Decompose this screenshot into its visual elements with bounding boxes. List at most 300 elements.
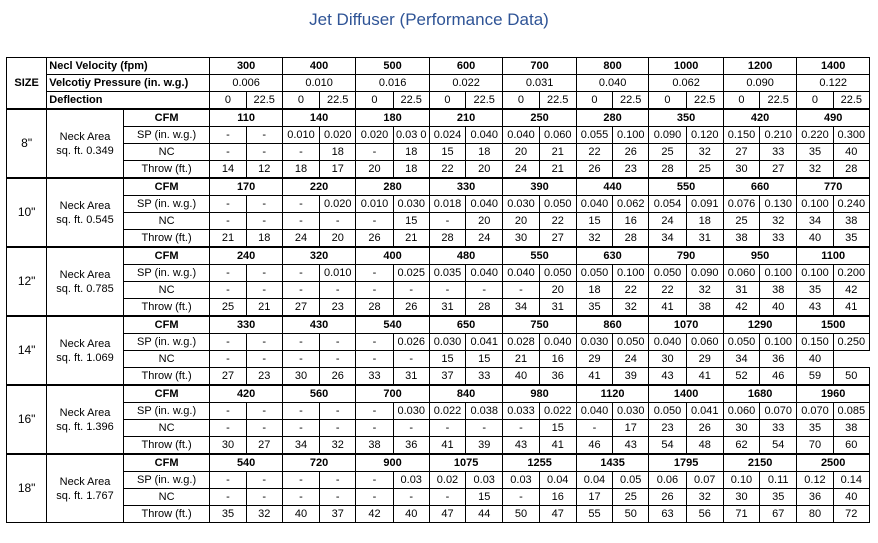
throw-value: 41 [686, 368, 723, 386]
nc-value: 32 [760, 213, 797, 230]
throw-value: 42 [356, 506, 393, 523]
cfm-value: 1070 [649, 316, 724, 334]
cfm-value: 550 [649, 178, 724, 196]
sp-value: 0.130 [760, 196, 797, 213]
sp-label: SP (in. w.g.) [123, 127, 210, 144]
nc-value: 20 [539, 282, 576, 299]
nc-value: - [210, 489, 246, 506]
sp-value: 0.033 [503, 403, 539, 420]
cfm-label: CFM [123, 454, 210, 472]
nc-value: - [210, 351, 246, 368]
sp-value: 0.100 [613, 127, 649, 144]
sp-value: 0.062 [613, 196, 649, 213]
cfm-value: 420 [723, 109, 797, 127]
nc-value: - [503, 489, 539, 506]
sp-value: 0.040 [466, 196, 503, 213]
sp-value: 0.038 [466, 403, 503, 420]
sp-value: 0.010 [356, 196, 393, 213]
sp-value: - [246, 196, 282, 213]
sp-value: 0.03 0 [393, 127, 429, 144]
sp-label: SP (in. w.g.) [123, 334, 210, 351]
nc-row [7, 420, 870, 437]
nc-value: 33 [760, 420, 797, 437]
nc-value: 22 [539, 213, 576, 230]
throw-label: Throw (ft.) [123, 161, 210, 179]
throw-value: 35 [210, 506, 246, 523]
nc-value: - [466, 420, 503, 437]
nc-value: - [246, 144, 282, 161]
throw-value: 60 [833, 437, 869, 455]
nc-value: 32 [686, 144, 723, 161]
velocity-value: 600 [429, 58, 503, 75]
cfm-value: 330 [210, 316, 282, 334]
velocity-pressure-value: 0.062 [649, 75, 724, 92]
velocity-pressure-value: 0.022 [429, 75, 503, 92]
sp-value: - [210, 472, 246, 489]
neck-area-label: Neck Area [59, 199, 111, 212]
sp-value: 0.091 [686, 196, 723, 213]
throw-value: 34 [503, 299, 539, 317]
throw-value: 32 [797, 161, 833, 179]
nc-value: 35 [760, 489, 797, 506]
throw-row [7, 299, 870, 317]
nc-value: 16 [613, 213, 649, 230]
nc-value: - [320, 351, 356, 368]
sp-value: - [246, 334, 282, 351]
throw-value: 70 [797, 437, 833, 455]
size-header: SIZE [7, 58, 47, 110]
throw-value: 12 [246, 161, 282, 179]
cfm-value: 280 [576, 109, 648, 127]
throw-value: 50 [503, 506, 539, 523]
throw-value: 21 [539, 161, 576, 179]
deflection-value: 22.5 [613, 92, 649, 110]
throw-value: 37 [320, 506, 356, 523]
sp-value: 0.03 [503, 472, 539, 489]
deflection-value: 0 [429, 92, 465, 110]
throw-value: 18 [393, 161, 429, 179]
deflection-value: 22.5 [320, 92, 356, 110]
cfm-value: 770 [797, 178, 870, 196]
velocity-value: 500 [356, 58, 430, 75]
nc-label: NC [123, 144, 210, 161]
nc-value: 18 [320, 144, 356, 161]
nc-value: - [282, 282, 319, 299]
nc-value: - [246, 420, 282, 437]
nc-value: 17 [576, 489, 612, 506]
nc-value: 22 [576, 144, 612, 161]
neck-area [47, 454, 124, 523]
nc-value: - [320, 420, 356, 437]
nc-value: - [429, 213, 465, 230]
neck-area-label: Neck Area [59, 130, 111, 143]
neck-area-sqft: sq. ft. 1.767 [56, 489, 114, 502]
throw-value: 41 [429, 437, 465, 455]
cfm-value: 540 [356, 316, 430, 334]
sp-value: 0.018 [429, 196, 465, 213]
throw-value: 31 [539, 299, 576, 317]
throw-value: 31 [429, 299, 465, 317]
nc-value: 32 [686, 489, 723, 506]
throw-value: 23 [613, 161, 649, 179]
nc-value: - [356, 489, 393, 506]
throw-value: 26 [320, 368, 356, 386]
throw-value: 40 [797, 230, 833, 248]
cfm-value: 1795 [649, 454, 724, 472]
cfm-value: 490 [797, 109, 870, 127]
sp-value: 0.035 [429, 265, 465, 282]
nc-value: - [282, 351, 319, 368]
cfm-row [7, 178, 870, 196]
cfm-value: 110 [210, 109, 282, 127]
nc-value: - [210, 420, 246, 437]
cfm-value: 550 [503, 247, 577, 265]
sp-label: SP (in. w.g.) [123, 265, 210, 282]
sp-value: - [356, 472, 393, 489]
sp-value: 0.04 [539, 472, 576, 489]
sp-value: 0.120 [686, 127, 723, 144]
deflection-value: 22.5 [539, 92, 576, 110]
neck-area-sqft: sq. ft. 0.545 [56, 213, 114, 226]
sp-value: - [210, 403, 246, 420]
sp-value: 0.040 [576, 196, 612, 213]
cfm-value: 650 [429, 316, 503, 334]
throw-value: 24 [282, 230, 319, 248]
nc-value: - [246, 489, 282, 506]
sp-value: - [320, 334, 356, 351]
size-value: 18" [7, 454, 47, 523]
sp-value: 0.025 [393, 265, 429, 282]
header-row-velocity [7, 58, 870, 75]
sp-value: - [282, 196, 319, 213]
throw-value: 43 [649, 368, 686, 386]
sp-value: 0.03 [466, 472, 503, 489]
nc-row [7, 351, 870, 368]
sp-value: 0.05 [613, 472, 649, 489]
nc-value: 22 [613, 282, 649, 299]
throw-row [7, 437, 870, 455]
throw-value: 25 [210, 299, 246, 317]
nc-value: 23 [649, 420, 686, 437]
nc-value: - [576, 420, 612, 437]
nc-value: - [282, 213, 319, 230]
sp-value: 0.050 [539, 196, 576, 213]
throw-value: 40 [282, 506, 319, 523]
throw-value: 44 [466, 506, 503, 523]
deflection-value: 22.5 [393, 92, 429, 110]
sp-value: 0.070 [760, 403, 797, 420]
throw-value: 38 [686, 299, 723, 317]
throw-value: 50 [613, 506, 649, 523]
throw-value: 50 [833, 368, 869, 386]
throw-value: 37 [429, 368, 465, 386]
nc-value: - [246, 351, 282, 368]
nc-value: 16 [539, 489, 576, 506]
sp-value: 0.010 [282, 127, 319, 144]
velocity-pressure-value: 0.122 [797, 75, 870, 92]
throw-value: 59 [797, 368, 833, 386]
nc-value: - [503, 420, 539, 437]
throw-value: 46 [576, 437, 612, 455]
nc-value: 16 [539, 351, 576, 368]
throw-value: 21 [210, 230, 246, 248]
throw-value: 63 [649, 506, 686, 523]
sp-row [7, 472, 870, 489]
sp-value: 0.14 [833, 472, 869, 489]
throw-value: 28 [466, 299, 503, 317]
nc-value: 36 [760, 351, 797, 368]
nc-value: 30 [723, 489, 759, 506]
nc-value: - [393, 351, 429, 368]
throw-value: 47 [429, 506, 465, 523]
throw-value: 40 [393, 506, 429, 523]
nc-value: - [282, 144, 319, 161]
nc-value: 20 [503, 213, 539, 230]
nc-value: - [356, 144, 393, 161]
sp-value: - [282, 334, 319, 351]
throw-value: 27 [210, 368, 246, 386]
sp-value: 0.060 [686, 334, 723, 351]
sp-value: - [210, 265, 246, 282]
header-row-pressure [7, 75, 870, 92]
sp-value: 0.022 [539, 403, 576, 420]
cfm-value: 1255 [503, 454, 577, 472]
throw-value: 30 [282, 368, 319, 386]
cfm-value: 750 [503, 316, 577, 334]
cfm-value: 330 [429, 178, 503, 196]
header-row-deflection [7, 92, 870, 110]
throw-row [7, 506, 870, 523]
throw-value: 43 [613, 437, 649, 455]
cfm-value: 1120 [576, 385, 648, 403]
nc-label: NC [123, 420, 210, 437]
sp-value: - [282, 265, 319, 282]
throw-value: 46 [760, 368, 797, 386]
nc-value: 25 [723, 213, 759, 230]
cfm-value: 980 [503, 385, 577, 403]
throw-value: 52 [723, 368, 759, 386]
deflection-value: 22.5 [760, 92, 797, 110]
cfm-value: 660 [723, 178, 797, 196]
nc-value: 21 [539, 144, 576, 161]
throw-value: 62 [723, 437, 759, 455]
cfm-value: 1075 [429, 454, 503, 472]
throw-label: Throw (ft.) [123, 368, 210, 386]
cfm-value: 250 [503, 109, 577, 127]
throw-value: 32 [613, 299, 649, 317]
sp-value: 0.030 [429, 334, 465, 351]
neck-velocity-label: Necl Velocity (fpm) [47, 58, 210, 75]
cfm-value: 420 [210, 385, 282, 403]
cfm-row [7, 385, 870, 403]
sp-value: 0.060 [723, 265, 759, 282]
velocity-pressure-value: 0.006 [210, 75, 282, 92]
throw-value: 20 [320, 230, 356, 248]
nc-value: 24 [649, 213, 686, 230]
neck-area [47, 385, 124, 454]
neck-area-sqft: sq. ft. 1.069 [56, 351, 114, 364]
nc-value: 26 [613, 144, 649, 161]
throw-value: 43 [503, 437, 539, 455]
page-title: Jet Diffuser (Performance Data) [309, 10, 549, 29]
throw-value: 17 [320, 161, 356, 179]
nc-value: 38 [833, 213, 869, 230]
throw-label: Throw (ft.) [123, 299, 210, 317]
nc-value: 38 [760, 282, 797, 299]
throw-value: 22 [429, 161, 465, 179]
sp-value: 0.030 [393, 196, 429, 213]
deflection-value: 0 [282, 92, 319, 110]
sp-value: 0.200 [833, 265, 869, 282]
sp-value: 0.02 [429, 472, 465, 489]
nc-value: 15 [466, 351, 503, 368]
sp-value: 0.100 [797, 265, 833, 282]
sp-value: 0.12 [797, 472, 833, 489]
throw-value: 35 [576, 299, 612, 317]
throw-value: 48 [686, 437, 723, 455]
nc-value: 15 [393, 213, 429, 230]
throw-value: 27 [282, 299, 319, 317]
cfm-value: 440 [576, 178, 648, 196]
nc-value: 29 [686, 351, 723, 368]
throw-row [7, 230, 870, 248]
velocity-pressure-value: 0.031 [503, 75, 577, 92]
throw-value: 47 [539, 506, 576, 523]
deflection-label: Deflection [47, 92, 210, 110]
velocity-pressure-value: 0.090 [723, 75, 797, 92]
cfm-row [7, 109, 870, 127]
sp-value: 0.100 [613, 265, 649, 282]
nc-row [7, 144, 870, 161]
velocity-value: 700 [503, 58, 577, 75]
velocity-value: 1000 [649, 58, 724, 75]
deflection-value: 22.5 [833, 92, 869, 110]
nc-value: - [466, 282, 503, 299]
nc-value: 18 [393, 144, 429, 161]
nc-value: 40 [833, 489, 869, 506]
throw-label: Throw (ft.) [123, 437, 210, 455]
cfm-label: CFM [123, 178, 210, 196]
throw-value: 30 [503, 230, 539, 248]
cfm-value: 1680 [723, 385, 797, 403]
sp-value: 0.010 [320, 265, 356, 282]
velocity-pressure-value: 0.016 [356, 75, 430, 92]
sp-value: 0.030 [613, 403, 649, 420]
throw-value: 21 [393, 230, 429, 248]
nc-value: 26 [649, 489, 686, 506]
sp-value: 0.220 [797, 127, 833, 144]
throw-value: 28 [429, 230, 465, 248]
sp-value: 0.020 [320, 196, 356, 213]
throw-value: 54 [649, 437, 686, 455]
nc-value: - [356, 351, 393, 368]
cfm-value: 240 [210, 247, 282, 265]
sp-value: 0.050 [649, 265, 686, 282]
sp-value: 0.150 [797, 334, 833, 351]
sp-value: 0.050 [613, 334, 649, 351]
sp-value: 0.210 [760, 127, 797, 144]
sp-value: 0.040 [503, 265, 539, 282]
cfm-value: 950 [723, 247, 797, 265]
nc-value: - [503, 282, 539, 299]
throw-value: 36 [539, 368, 576, 386]
sp-value: - [282, 403, 319, 420]
cfm-value: 1435 [576, 454, 648, 472]
throw-value: 56 [686, 506, 723, 523]
cfm-label: CFM [123, 385, 210, 403]
nc-value: 34 [797, 213, 833, 230]
sp-value: 0.300 [833, 127, 869, 144]
throw-value: 28 [613, 230, 649, 248]
nc-label: NC [123, 351, 210, 368]
throw-value: 27 [246, 437, 282, 455]
sp-value: 0.070 [797, 403, 833, 420]
sp-value: 0.022 [429, 403, 465, 420]
sp-value: - [210, 196, 246, 213]
cfm-value: 210 [429, 109, 503, 127]
cfm-value: 1290 [723, 316, 797, 334]
throw-value: 21 [246, 299, 282, 317]
nc-value: 25 [649, 144, 686, 161]
nc-label: NC [123, 282, 210, 299]
throw-value: 34 [282, 437, 319, 455]
throw-value: 40 [760, 299, 797, 317]
nc-value: 31 [723, 282, 759, 299]
throw-row [7, 161, 870, 179]
throw-value: 27 [539, 230, 576, 248]
nc-value: - [393, 420, 429, 437]
throw-value: 23 [246, 368, 282, 386]
velocity-value: 800 [576, 58, 648, 75]
nc-value: - [429, 420, 465, 437]
sp-value: 0.026 [393, 334, 429, 351]
cfm-value: 840 [429, 385, 503, 403]
velocity-value: 1200 [723, 58, 797, 75]
sp-label: SP (in. w.g.) [123, 196, 210, 213]
sp-row [7, 265, 870, 282]
throw-value: 30 [723, 161, 759, 179]
throw-value: 33 [760, 230, 797, 248]
nc-value: - [246, 213, 282, 230]
throw-value: 26 [576, 161, 612, 179]
throw-value: 32 [576, 230, 612, 248]
cfm-value: 140 [282, 109, 356, 127]
throw-label: Throw (ft.) [123, 230, 210, 248]
deflection-value: 22.5 [246, 92, 282, 110]
sp-row [7, 334, 870, 351]
deflection-value: 0 [723, 92, 759, 110]
nc-value: - [320, 213, 356, 230]
nc-value: - [246, 282, 282, 299]
throw-value: 32 [320, 437, 356, 455]
sp-value: 0.054 [649, 196, 686, 213]
cfm-value: 860 [576, 316, 648, 334]
nc-value: 15 [429, 351, 465, 368]
neck-area-sqft: sq. ft. 0.349 [56, 144, 114, 157]
sp-value: - [246, 265, 282, 282]
sp-value: 0.040 [466, 265, 503, 282]
cfm-value: 1960 [797, 385, 870, 403]
neck-area [47, 109, 124, 178]
sp-row [7, 127, 870, 144]
nc-value: 25 [613, 489, 649, 506]
cfm-row [7, 454, 870, 472]
throw-value: 14 [210, 161, 246, 179]
nc-value: 40 [833, 144, 869, 161]
throw-value: 41 [576, 368, 612, 386]
cfm-value: 170 [210, 178, 282, 196]
nc-value: 15 [539, 420, 576, 437]
